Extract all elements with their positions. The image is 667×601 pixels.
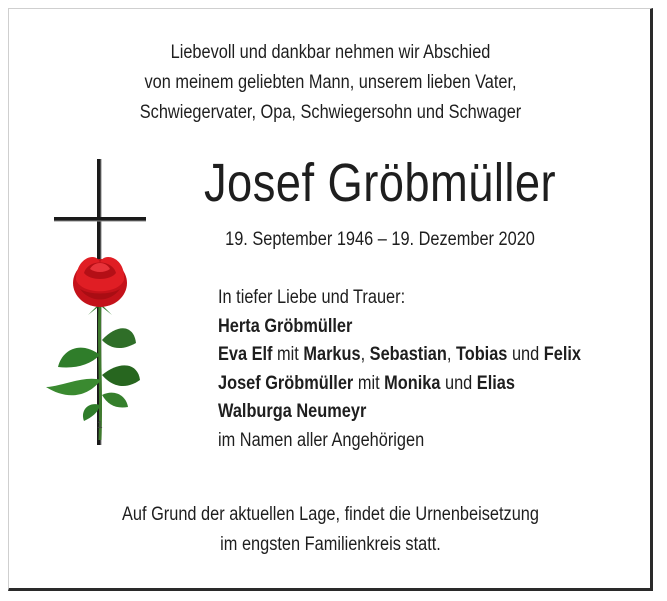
mourner-name: Felix: [543, 344, 582, 365]
life-dates: 19. September 1946 – 19. Dezember 2020: [225, 229, 535, 250]
mourner-name: Monika: [384, 372, 441, 394]
connector-text: mit: [353, 372, 385, 394]
mourner-name: Eva Elf: [218, 344, 273, 365]
outro-line: Auf Grund der aktuellen Lage, findet die Urnenbeisetzung: [122, 504, 539, 525]
mourner-name: Walburga Neumeyr: [218, 401, 367, 422]
deceased-name: Josef Gröbmüller: [203, 153, 557, 213]
mourner-line: [218, 370, 588, 399]
mourners-footer: im Namen aller Angehörigen: [218, 429, 425, 451]
intro-line: Liebevoll und dankbar nehmen wir Abschied: [170, 42, 491, 63]
mourners-list: [218, 284, 588, 455]
intro-line: von meinem geliebten Mann, unserem lieben Vater,: [144, 72, 517, 93]
mourner-name: Markus: [303, 344, 361, 365]
connector-text: und: [507, 344, 544, 365]
intro-line: Schwiegervater, Opa, Schwiegersohn und Schwager: [139, 102, 522, 123]
intro-text: [46, 38, 614, 128]
outro-line: im engsten Familienkreis statt.: [220, 534, 441, 555]
rose-icon: [46, 257, 140, 440]
mourner-line: [218, 313, 588, 342]
connector-text: mit: [272, 344, 304, 365]
figure-number: 1: [97, 420, 103, 431]
mourner-line: [218, 398, 588, 427]
mourner-name: Josef Gröbmüller: [218, 372, 354, 394]
mourner-name: Elias: [476, 372, 515, 394]
connector-text: ,: [360, 344, 370, 365]
outro-text: [46, 500, 614, 560]
mourner-line: [218, 341, 588, 370]
connector-text: und: [440, 372, 477, 394]
connector-text: ,: [446, 344, 456, 365]
mourners-heading: In tiefer Liebe und Trauer:: [218, 287, 406, 308]
mourner-name: Tobias: [455, 344, 508, 365]
cross-and-rose-icon: [40, 155, 160, 450]
mourner-name: Sebastian: [369, 344, 447, 365]
mourner-name: Herta Gröbmüller: [218, 315, 353, 337]
